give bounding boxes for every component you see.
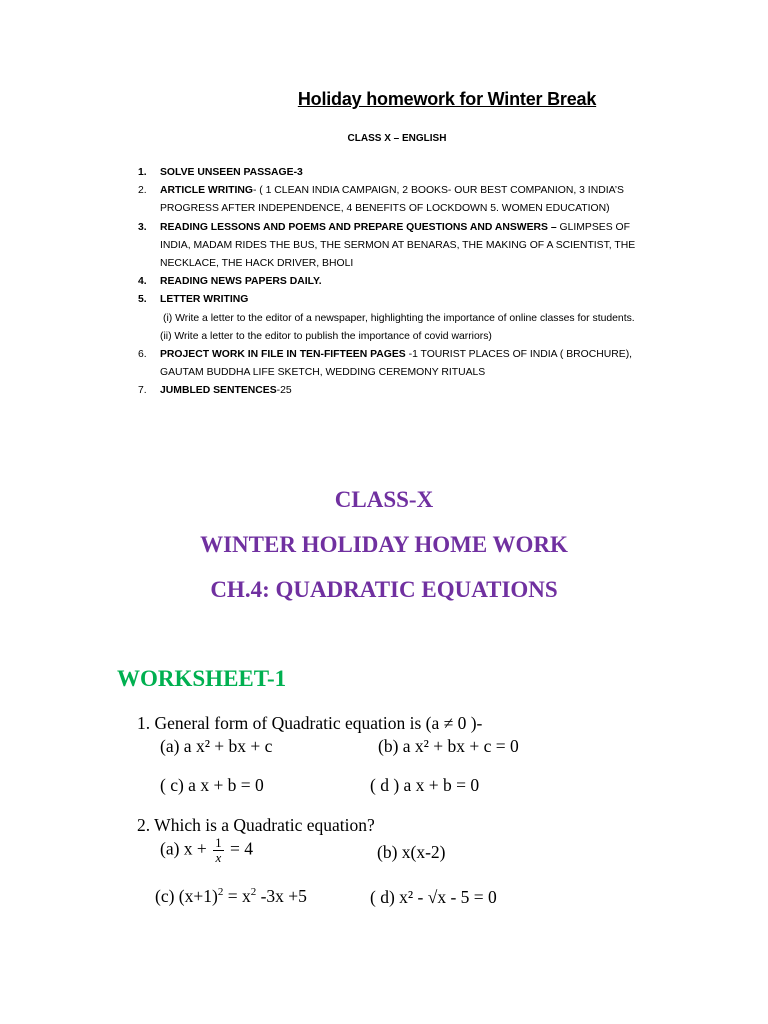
task-item-7 [138,382,658,400]
q1-option-a: (a) a x² + bx + c [160,736,273,756]
question-1: 1. General form of Quadratic equation is (a ≠ 0 )- [137,713,483,733]
task-number: 5. [138,294,147,306]
task-title: LETTER WRITING [160,294,249,306]
page-title-text: Holiday homework for Winter Break [297,89,597,109]
task-number: 4. [138,276,147,288]
task-title: READING NEWS PAPERS DAILY. [160,276,322,288]
question-2: 2. Which is a Quadratic equation? [137,815,375,835]
q2-option-c-prefix: (c) (x+1) [155,886,218,906]
page-title [0,89,768,110]
exponent: 2 [250,886,257,899]
chapter-heading: CH.4: QUADRATIC EQUATIONS [210,577,558,602]
letter-option-2: (ii) Write a letter to the editor to publish the importance of covid warriors) [160,330,492,342]
q2-option-b: (b) x(x-2) [377,842,446,862]
task-number: 7. [138,385,147,397]
task-title: SOLVE UNSEEN PASSAGE-3 [160,167,303,178]
letter-option-1: (i) Write a letter to the editor of a newspaper, highlighting the importance of online classes for students. [163,312,635,324]
fraction-numerator: 1 [215,835,222,850]
task-title: READING LESSONS AND POEMS AND PREPARE QUESTIONS AND ANSWERS – [160,221,557,233]
q2-option-d: ( d) x² - √x - 5 = 0 [370,887,497,907]
task-item-4 [138,273,658,291]
q2-option-a [160,836,253,865]
q2-option-a-suffix: = 4 [230,838,254,859]
class-subtitle-text: CLASS X – ENGLISH [347,133,447,144]
task-item-3 [138,219,658,274]
english-task-list [138,164,658,401]
task-item-1 [138,164,658,182]
task-number: 2. [138,185,147,197]
task-title: JUMBLED SENTENCES [160,385,277,397]
task-details: -1 TOURIST PLACES OF INDIA ( BROCHURE), GAUTAM BUDDHA LIFE SKETCH, WEDDING CEREMONY RITUALS [160,349,633,379]
task-item-5 [138,291,658,346]
q2-option-a-prefix: (a) x + [160,838,207,859]
q2-option-c-mid: = x [223,886,251,906]
q1-option-d: ( d ) a x + b = 0 [370,775,480,795]
task-number: 1. [138,167,147,178]
fraction-denominator: x [215,850,222,865]
class-subtitle [0,133,768,144]
q1-option-c: ( c) a x + b = 0 [160,775,264,795]
task-title: PROJECT WORK IN FILE IN TEN-FIFTEEN PAGES [160,349,406,361]
task-number: 6. [138,349,147,361]
task-details: -25 [276,385,292,397]
exponent: 2 [217,886,224,899]
q2-option-c [155,886,307,907]
task-item-2 [138,182,658,218]
task-item-6 [138,346,658,382]
task-details: GLIMPSES OF INDIA, MADAM RIDES THE BUS, THE SERMON AT BENARAS, THE MAKING OF A SCIENTIST, THE NECKLACE, THE HACK DRIVER, BHOLI [160,221,636,270]
task-title: ARTICLE WRITING [160,185,253,197]
fraction [213,836,224,865]
maths-class-heading: CLASS-X [334,487,434,512]
task-number: 3. [138,221,147,233]
worksheet-heading: WORKSHEET-1 [117,666,287,691]
holiday-heading: WINTER HOLIDAY HOME WORK [200,532,568,557]
task-details: - ( 1 CLEAN INDIA CAMPAIGN, 2 BOOKS- OUR BEST COMPANION, 3 INDIA’S PROGRESS AFTER INDEPENDENCE, 4 BENEFITS OF LOCKDOWN 5. WOMEN EDUCATION) [160,185,624,215]
q2-option-c-suffix: -3x +5 [256,886,307,906]
q1-option-b: (b) a x² + bx + c = 0 [378,736,519,756]
